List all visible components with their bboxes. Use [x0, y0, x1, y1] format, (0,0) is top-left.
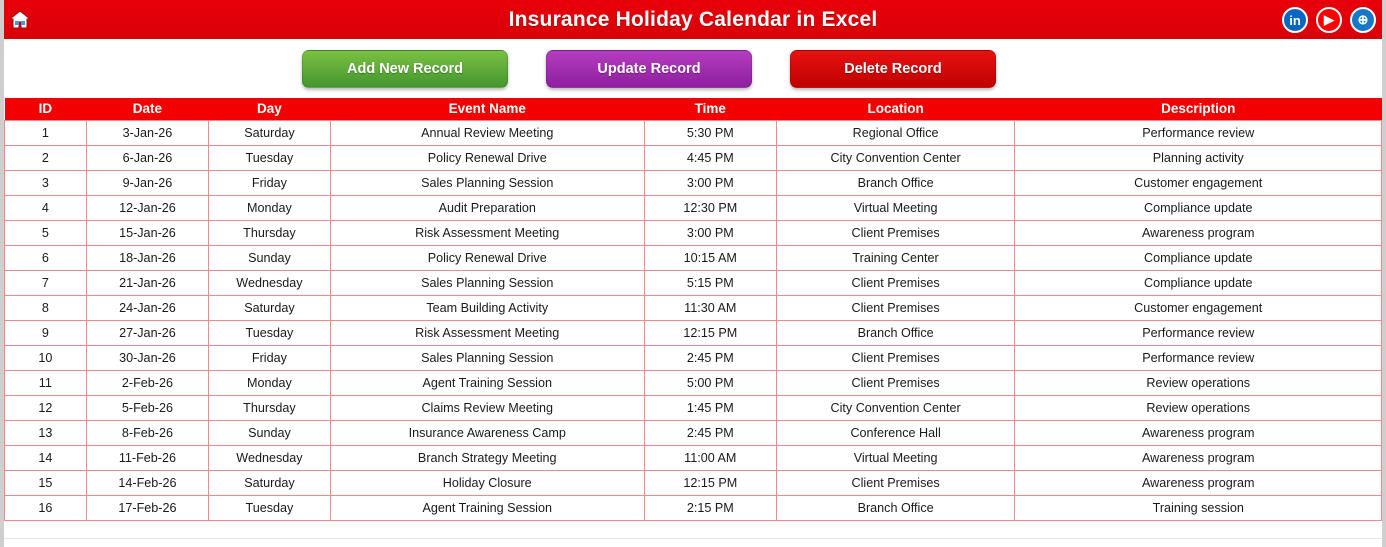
table-row[interactable] — [5, 495, 1382, 520]
cell-event-name[interactable]: Policy Renewal Drive — [330, 245, 644, 270]
cell-event-name[interactable]: Policy Renewal Drive — [330, 145, 644, 170]
column-header-time[interactable]: Time — [644, 98, 776, 120]
cell-event-name[interactable]: Agent Training Session — [330, 370, 644, 395]
cell-time[interactable]: 2:45 PM — [644, 345, 776, 370]
cell-description[interactable]: Compliance update — [1015, 270, 1382, 295]
linkedin-glyph: in — [1289, 12, 1301, 28]
cell-location[interactable]: City Convention Center — [776, 145, 1015, 170]
cell-location[interactable]: Client Premises — [776, 270, 1015, 295]
cell-id[interactable]: 10 — [5, 345, 87, 370]
cell-day[interactable]: Wednesday — [209, 270, 330, 295]
add-new-record-button[interactable]: Add New Record — [302, 50, 508, 88]
website-icon[interactable] — [1350, 7, 1376, 33]
cell-time[interactable]: 3:00 PM — [644, 220, 776, 245]
table-row[interactable] — [5, 195, 1382, 220]
column-header-event[interactable]: Event Name — [330, 98, 644, 120]
table-row[interactable] — [5, 445, 1382, 470]
cell-description[interactable]: Training session — [1015, 495, 1382, 520]
column-header-description[interactable]: Description — [1015, 98, 1382, 120]
table-row[interactable] — [5, 395, 1382, 420]
table-row[interactable] — [5, 120, 1382, 145]
cell-location[interactable]: Virtual Meeting — [776, 195, 1015, 220]
cell-description[interactable]: Customer engagement — [1015, 295, 1382, 320]
cell-location[interactable]: Virtual Meeting — [776, 445, 1015, 470]
column-header-location[interactable]: Location — [776, 98, 1015, 120]
cell-day[interactable]: Saturday — [209, 470, 330, 495]
cell-time[interactable]: 3:00 PM — [644, 170, 776, 195]
cell-time[interactable]: 1:45 PM — [644, 395, 776, 420]
cell-id[interactable]: 12 — [5, 395, 87, 420]
cell-day[interactable]: Sunday — [209, 420, 330, 445]
cell-time[interactable]: 4:45 PM — [644, 145, 776, 170]
cell-id[interactable]: 14 — [5, 445, 87, 470]
cell-day[interactable]: Tuesday — [209, 495, 330, 520]
cell-description[interactable]: Review operations — [1015, 370, 1382, 395]
window-right-edge — [1382, 0, 1386, 547]
cell-event-name[interactable]: Audit Preparation — [330, 195, 644, 220]
cell-id[interactable]: 2 — [5, 145, 87, 170]
table-row[interactable] — [5, 270, 1382, 295]
table-row[interactable] — [5, 420, 1382, 445]
cell-event-name[interactable]: Risk Assessment Meeting — [330, 220, 644, 245]
cell-date[interactable]: 2-Feb-26 — [86, 370, 209, 395]
cell-time[interactable]: 11:30 AM — [644, 295, 776, 320]
cell-location[interactable]: Client Premises — [776, 470, 1015, 495]
cell-event-name[interactable]: Agent Training Session — [330, 495, 644, 520]
cell-description[interactable]: Planning activity — [1015, 145, 1382, 170]
cell-location[interactable]: Branch Office — [776, 495, 1015, 520]
home-icon[interactable] — [0, 0, 40, 40]
cell-location[interactable]: Branch Office — [776, 320, 1015, 345]
cell-event-name[interactable]: Sales Planning Session — [330, 345, 644, 370]
page-title: Insurance Holiday Calendar in Excel — [508, 7, 878, 31]
cell-day[interactable]: Sunday — [209, 245, 330, 270]
cell-day[interactable]: Friday — [209, 345, 330, 370]
cell-description[interactable]: Awareness program — [1015, 445, 1382, 470]
table-row[interactable] — [5, 220, 1382, 245]
cell-time[interactable]: 12:30 PM — [644, 195, 776, 220]
table-row[interactable] — [5, 295, 1382, 320]
cell-day[interactable]: Friday — [209, 170, 330, 195]
cell-event-name[interactable]: Claims Review Meeting — [330, 395, 644, 420]
cell-time[interactable]: 5:00 PM — [644, 370, 776, 395]
social-links — [1282, 0, 1376, 40]
cell-description[interactable]: Customer engagement — [1015, 170, 1382, 195]
cell-date[interactable]: 3-Jan-26 — [86, 120, 209, 145]
cell-location[interactable]: Training Center — [776, 245, 1015, 270]
table-header-row — [5, 98, 1382, 120]
cell-location[interactable]: Client Premises — [776, 295, 1015, 320]
cell-location[interactable]: City Convention Center — [776, 395, 1015, 420]
cell-date[interactable]: 18-Jan-26 — [86, 245, 209, 270]
cell-location[interactable]: Regional Office — [776, 120, 1015, 145]
cell-date[interactable]: 5-Feb-26 — [86, 395, 209, 420]
cell-description[interactable]: Compliance update — [1015, 195, 1382, 220]
cell-day[interactable]: Tuesday — [209, 320, 330, 345]
cell-event-name[interactable]: Risk Assessment Meeting — [330, 320, 644, 345]
youtube-glyph: ▶ — [1324, 12, 1334, 27]
cell-id[interactable]: 16 — [5, 495, 87, 520]
cell-date[interactable]: 11-Feb-26 — [86, 445, 209, 470]
table-row[interactable] — [5, 320, 1382, 345]
cell-id[interactable]: 4 — [5, 195, 87, 220]
cell-date[interactable]: 30-Jan-26 — [86, 345, 209, 370]
cell-event-name[interactable]: Team Building Activity — [330, 295, 644, 320]
cell-time[interactable]: 2:15 PM — [644, 495, 776, 520]
cell-day[interactable]: Tuesday — [209, 145, 330, 170]
records-table-wrapper — [0, 98, 1386, 521]
table-row[interactable] — [5, 245, 1382, 270]
youtube-icon[interactable] — [1316, 7, 1342, 33]
cell-event-name[interactable]: Branch Strategy Meeting — [330, 445, 644, 470]
cell-time[interactable]: 5:30 PM — [644, 120, 776, 145]
table-row[interactable] — [5, 170, 1382, 195]
cell-description[interactable]: Awareness program — [1015, 220, 1382, 245]
table-header — [5, 98, 1382, 120]
action-toolbar — [0, 40, 1386, 98]
cell-location[interactable]: Client Premises — [776, 370, 1015, 395]
cell-time[interactable]: 10:15 AM — [644, 245, 776, 270]
cell-event-name[interactable]: Insurance Awareness Camp — [330, 420, 644, 445]
app-header — [0, 0, 1386, 40]
cell-day[interactable]: Thursday — [209, 220, 330, 245]
cell-location[interactable]: Client Premises — [776, 345, 1015, 370]
column-header-date[interactable]: Date — [86, 98, 209, 120]
cell-description[interactable]: Awareness program — [1015, 420, 1382, 445]
records-table — [4, 98, 1382, 521]
cell-description[interactable]: Compliance update — [1015, 245, 1382, 270]
cell-date[interactable]: 17-Feb-26 — [86, 495, 209, 520]
cell-date[interactable]: 15-Jan-26 — [86, 220, 209, 245]
cell-description[interactable]: Performance review — [1015, 345, 1382, 370]
table-row[interactable] — [5, 370, 1382, 395]
cell-event-name[interactable]: Annual Review Meeting — [330, 120, 644, 145]
cell-id[interactable]: 8 — [5, 295, 87, 320]
cell-date[interactable]: 14-Feb-26 — [86, 470, 209, 495]
cell-time[interactable]: 12:15 PM — [644, 470, 776, 495]
cell-date[interactable]: 21-Jan-26 — [86, 270, 209, 295]
linkedin-icon[interactable] — [1282, 7, 1308, 33]
cell-day[interactable]: Monday — [209, 195, 330, 220]
update-record-button[interactable]: Update Record — [546, 50, 752, 88]
cell-location[interactable]: Branch Office — [776, 170, 1015, 195]
cell-description[interactable]: Awareness program — [1015, 470, 1382, 495]
cell-day[interactable]: Wednesday — [209, 445, 330, 470]
window-bottom-edge — [0, 538, 1386, 547]
cell-description[interactable]: Review operations — [1015, 395, 1382, 420]
table-row[interactable] — [5, 145, 1382, 170]
cell-id[interactable]: 15 — [5, 470, 87, 495]
cell-date[interactable]: 27-Jan-26 — [86, 320, 209, 345]
website-glyph: ⊕ — [1357, 12, 1369, 27]
cell-id[interactable]: 6 — [5, 245, 87, 270]
cell-id[interactable]: 9 — [5, 320, 87, 345]
cell-event-name[interactable]: Sales Planning Session — [330, 270, 644, 295]
cell-id[interactable]: 3 — [5, 170, 87, 195]
cell-date[interactable]: 12-Jan-26 — [86, 195, 209, 220]
cell-day[interactable]: Saturday — [209, 295, 330, 320]
table-row[interactable] — [5, 470, 1382, 495]
column-header-id[interactable]: ID — [5, 98, 87, 120]
cell-location[interactable]: Client Premises — [776, 220, 1015, 245]
cell-time[interactable]: 2:45 PM — [644, 420, 776, 445]
cell-id[interactable]: 1 — [5, 120, 87, 145]
cell-event-name[interactable]: Sales Planning Session — [330, 170, 644, 195]
cell-date[interactable]: 24-Jan-26 — [86, 295, 209, 320]
window-left-edge — [0, 0, 4, 547]
table-row[interactable] — [5, 345, 1382, 370]
cell-day[interactable]: Thursday — [209, 395, 330, 420]
cell-time[interactable]: 12:15 PM — [644, 320, 776, 345]
column-header-day[interactable]: Day — [209, 98, 330, 120]
cell-location[interactable]: Conference Hall — [776, 420, 1015, 445]
cell-time[interactable]: 5:15 PM — [644, 270, 776, 295]
cell-time[interactable]: 11:00 AM — [644, 445, 776, 470]
delete-record-button[interactable]: Delete Record — [790, 50, 996, 88]
cell-id[interactable]: 5 — [5, 220, 87, 245]
cell-date[interactable]: 8-Feb-26 — [86, 420, 209, 445]
cell-day[interactable]: Monday — [209, 370, 330, 395]
table-body — [5, 120, 1382, 520]
cell-date[interactable]: 6-Jan-26 — [86, 145, 209, 170]
cell-id[interactable]: 7 — [5, 270, 87, 295]
cell-event-name[interactable]: Holiday Closure — [330, 470, 644, 495]
cell-description[interactable]: Performance review — [1015, 120, 1382, 145]
cell-id[interactable]: 13 — [5, 420, 87, 445]
cell-date[interactable]: 9-Jan-26 — [86, 170, 209, 195]
cell-day[interactable]: Saturday — [209, 120, 330, 145]
cell-description[interactable]: Performance review — [1015, 320, 1382, 345]
cell-id[interactable]: 11 — [5, 370, 87, 395]
